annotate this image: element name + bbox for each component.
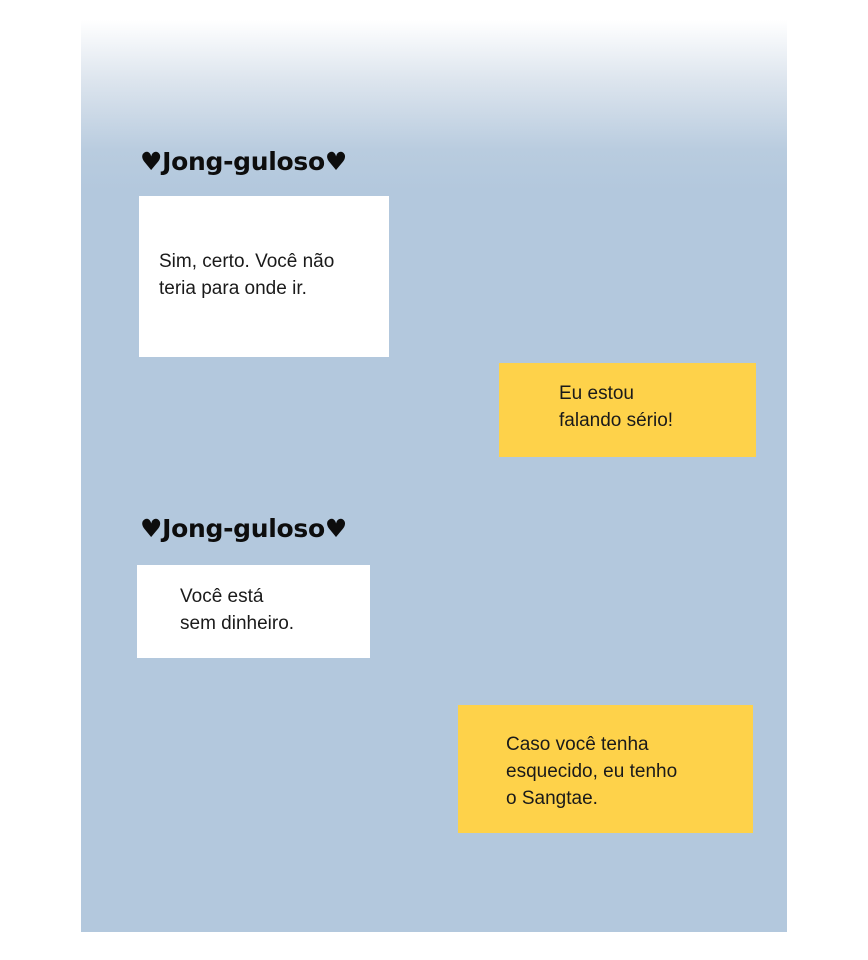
message-text-line: falando sério!	[559, 410, 674, 431]
received-message-bubble	[139, 196, 389, 357]
message-text-line: esquecido, eu tenho	[506, 761, 678, 782]
message-text-line: teria para onde ir.	[159, 278, 307, 299]
received-message-bubble	[137, 565, 370, 658]
message-text-line: o Sangtae.	[506, 788, 598, 809]
message-text-line: Eu estou	[559, 383, 634, 404]
sent-message-bubble	[458, 705, 753, 833]
sender-name: ♥Jong-guloso♥	[140, 514, 347, 543]
sender-name: ♥Jong-guloso♥	[140, 147, 347, 176]
message-text-line: Você está	[180, 586, 264, 607]
message-text-line: Sim, certo. Você não	[159, 251, 335, 272]
sent-message-bubble	[499, 363, 756, 457]
message-text-line: Caso você tenha	[506, 734, 649, 755]
message-text-line: sem dinheiro.	[180, 613, 295, 634]
